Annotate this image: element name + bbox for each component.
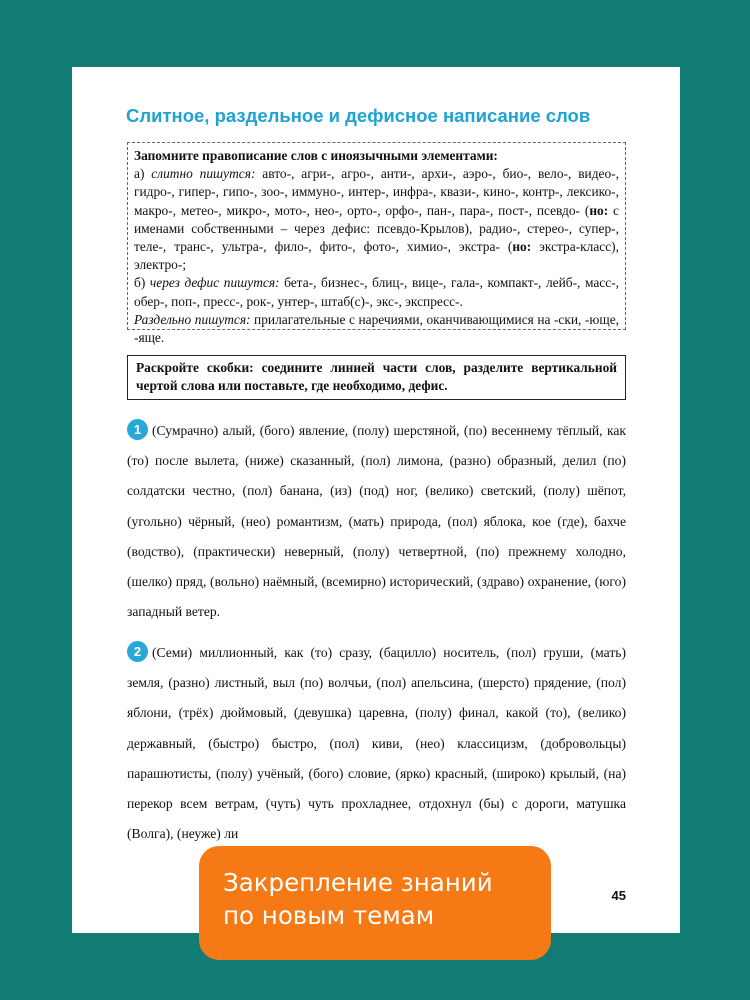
promo-line-1: Закрепление знаний [223, 868, 493, 897]
rule-a-note2: но: [512, 239, 532, 255]
exercise-number-badge: 1 [127, 419, 148, 440]
rule-a-label: слитно пишутся: [151, 166, 256, 182]
promo-line-2: по новым темам [223, 901, 435, 930]
rule-c-text: прилагательные с наречиями, оканчивающимися на -ски, -юще, -яще. [134, 311, 619, 346]
exercise-text: (Сумрачно) алый, (бого) явление, (полу) шерстяной, (по) весеннему тёплый, как (то) после вылета, (ниже) сказанный, (пол) лимона, (разно) образный, делил (по) солдатски честно, (пол) банана, (из) (под) ног, (велико) светский, (полу) шёпот, (угольно) чёрный, (нео) романтизм, (мать) природа, (пол) яблока, кое (где), бахче (водство), (практически) неверный, (полу) четвертной, (по) прежнему холодно, (шелко) пряд, (вольно) наёмный, (всемирно) исторический, (здраво) охранение, (юго) западный ветер. [127, 423, 626, 620]
exercise-1 [127, 416, 626, 627]
rule-b-text: бета-, бизнес-, блиц-, вице-, гала-, компакт-, лейб-, масс-, обер-, поп-, пресс-, рок-, унтер-, штаб(с)-, экс-, экспресс-. [134, 275, 619, 309]
rule-b-prefix: б) [134, 275, 150, 291]
rule-b-label: через дефис пишутся: [149, 275, 280, 291]
task-instruction: Раскройте скобки: соедините линией части слов, разделите вертикальной чертой слова или поставьте, где необходимо, дефис. [127, 355, 626, 400]
exercise-2 [127, 638, 626, 849]
rule-c-label: Раздельно пишутся: [134, 311, 251, 327]
rule-a-note1: но: [589, 202, 609, 218]
rule-box [127, 142, 626, 346]
rule-a-text3: экстра-класс), электро-; [134, 239, 619, 273]
rule-a-text: авто-, агри-, агро-, анти-, архи-, аэро-, био-, вело-, видео-, гидро-, гипер-, гипо-, зоо-, иммуно-, интер-, инфра-, квази-, кино-, контр-, лексико-, макро-, метео-, микро-, мото-, нео-, орто-, орфо-, пан-, пара-, пост-, псевдо- ( [134, 166, 619, 218]
page-number: 45 [611, 888, 626, 903]
exercise-number-badge: 2 [127, 641, 148, 662]
rule-a-text2: с именами собственными – через дефис: псевдо-Крылов), радио-, стерео-, супер-, теле-, транс-, ультра-, фило-, фито-, фото-, химио-, экстра- ( [134, 202, 619, 255]
page-title: Слитное, раздельное и дефисное написание слов [126, 105, 591, 126]
rule-heading: Запомните правописание слов с иноязычными элементами: [134, 148, 498, 163]
textbook-page [72, 67, 680, 933]
exercise-text: (Семи) миллионный, как (то) сразу, (бацилло) носитель, (пол) груши, (мать) земля, (разно) листный, выл (по) волчьи, (пол) апельсина, (шерсто) прядение, (пол) яблони, (трёх) дюймовый, (девушка) царевна, (полу) финал, какой (то), (велико) державный, (быстро) быстро, (пол) киви, (нео) классицизм, (добровольцы) парашютисты, (полу) учёный, (бого) словие, (ярко) красный, (широко) крылый, (на) перекор всем ветрам, (чуть) чуть прохладнее, отдохнул (бы) с дороги, матушка (Волга), (неуже) ли [127, 645, 626, 842]
rule-a-prefix: а) [134, 166, 152, 182]
promo-banner [199, 846, 551, 960]
